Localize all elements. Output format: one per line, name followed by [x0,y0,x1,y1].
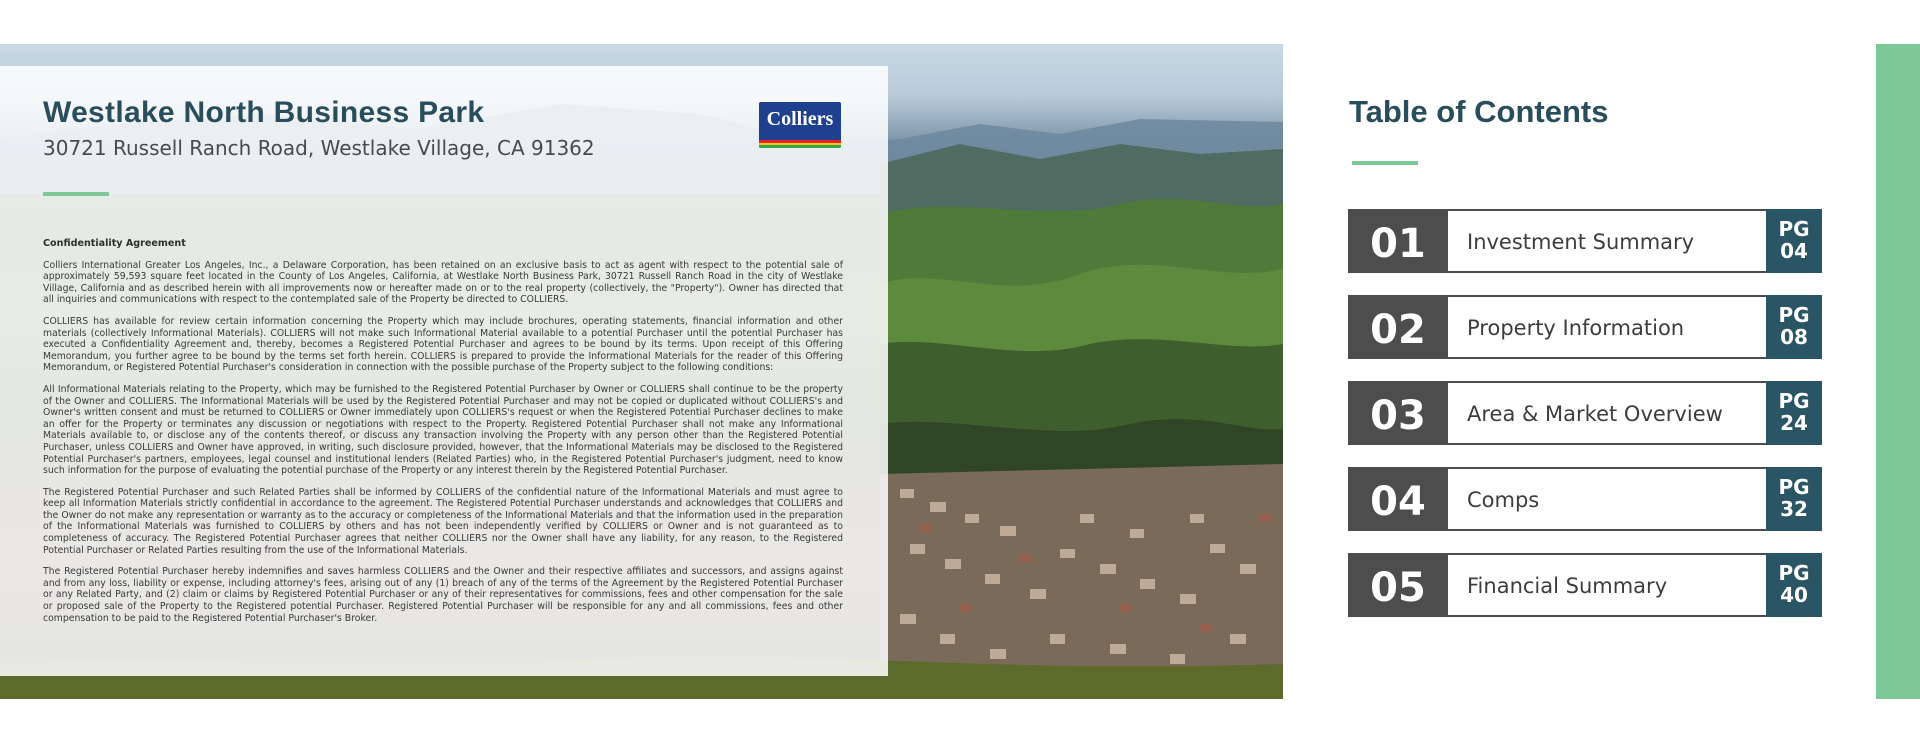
toc-pg-prefix: PG [1778,217,1810,241]
toc-item-comps[interactable] [1348,467,1822,531]
toc-page-number: 24 [1780,411,1808,435]
toc-page-number: 08 [1780,325,1808,349]
toc-item-investment-summary[interactable] [1348,209,1822,273]
toc-list [1348,209,1822,639]
agreement-heading: Confidentiality Agreement [43,238,186,249]
toc-label: Financial Summary [1467,574,1668,598]
toc-label-box [1448,381,1766,445]
logo-stripes [759,140,841,148]
toc-page-badge [1766,381,1822,445]
toc-number: 05 [1348,553,1448,617]
toc-number: 04 [1348,467,1448,531]
agreement-paragraph: The Registered Potential Purchaser hereby indemnifies and saves harmless COLLIERS and the Owner and their respective affiliates and successors, and assigns against and from any loss, liability or expense, including attorney's fees, arising out of any (1) breach of any of the terms of the Agreement by the Registered Potential Purchaser or any Related Party, and (2) claim or claims by Registered Potential Purchaser or any of their representatives for commissions, fees and other compensation for the sale or proposed sale of the Property to the Registered potential Purchaser. Registered Potential Purchaser will be responsible for any and all commissions, fees and other compensation to be paid to the Registered Potential Purchaser's Broker. [43,566,843,624]
toc-title: Table of Contents [1349,94,1609,129]
toc-page-number: 40 [1780,583,1808,607]
toc-page-badge [1766,467,1822,531]
toc-number: 03 [1348,381,1448,445]
toc-number: 01 [1348,209,1448,273]
toc-item-financial-summary[interactable] [1348,553,1822,617]
toc-label: Area & Market Overview [1467,402,1723,426]
toc-page-number: 32 [1780,497,1808,521]
toc-label-box [1448,209,1766,273]
confidentiality-agreement [43,238,843,634]
toc-pg-prefix: PG [1778,389,1810,413]
toc-pg-prefix: PG [1778,475,1810,499]
colliers-logo [759,102,841,148]
green-side-bar [1876,44,1920,699]
toc-pg-prefix: PG [1778,561,1810,585]
confidentiality-card [0,66,888,676]
toc-item-area-market-overview[interactable] [1348,381,1822,445]
toc-label: Investment Summary [1467,230,1695,254]
toc-label-box [1448,467,1766,531]
agreement-paragraph: All Informational Materials relating to the Property, which may be furnished to the Registered Potential Purchaser by Owner or COLLIERS shall continue to be the property of the Owner and COLLIERS. The Informational Materials will be used by the Registered Potential Purchaser and may not be copied or duplicated without COLLIERS's and Owner's written consent and must be returned to COLLIERS or Owner immediately upon COLLIERS's request or when the Registered Potential Purchaser declines to make an offer for the Property or terminates any discussion or negotiations with respect to the Property. Registered Potential Purchaser shall not make any Informational Materials available to, or disclose any of the contents thereof, or discuss any transaction involving the Property with any person other than the Registered Potential Purchaser, unless COLLIERS and Owner have approved, in writing, such disclosure provided, however, that the Informational Materials may be disclosed to the Registered Potential Purchaser's partners, employees, legal counsel and institutional lenders (Related Parties) who, in the Registered Potential Purchaser's judgment, need to know such information for the purpose of evaluating the potential purchase of the Property or any interest therein by the Registered Potential Purchaser. [43,383,843,477]
agreement-paragraph: Colliers International Greater Los Angeles, Inc., a Delaware Corporation, has been retained on an exclusive basis to act as agent with respect to the potential sale of approximately 59,593 square feet located in the County of Los Angeles, California, at Westlake North Business Park, 30721 Russell Ranch Road in the city of Westlake Village, California and as described herein with all improvements now or hereafter made on or to the real property (collectively, the "Property"). Owner has directed that all inquiries and communications with respect to the contemplated sale of the Property be directed to COLLIERS. [43,259,843,306]
toc-label-box [1448,553,1766,617]
toc-page-badge [1766,553,1822,617]
toc-pg-prefix: PG [1778,303,1810,327]
title-underline [43,192,109,196]
toc-label-box [1448,295,1766,359]
toc-page-badge [1766,295,1822,359]
property-title: Westlake North Business Park [43,96,485,129]
property-address: 30721 Russell Ranch Road, Westlake Village, CA 91362 [43,136,595,160]
toc-label: Comps [1467,488,1540,512]
toc-underline [1352,161,1418,165]
toc-number: 02 [1348,295,1448,359]
toc-page-badge [1766,209,1822,273]
agreement-paragraph: COLLIERS has available for review certain information concerning the Property which may include brochures, operating statements, financial information and other materials (collectively Informational Materials). COLLIERS will not make such Informational Material available to a potential Purchaser until the potential Purchaser has executed a Confidentiality Agreement and, thereby, becomes a Registered Potential Purchaser and agrees to be bound by its terms. Upon receipt of this Offering Memorandum, you further agree to be bound by the terms set forth herein. COLLIERS is prepared to provide the Informational Materials for the reader of this Offering Memorandum, or Registered Potential Purchaser's consideration in connection with the possible purchase of the Property subject to the following conditions: [43,315,843,374]
toc-page-number: 04 [1780,239,1808,263]
logo-wordmark: Colliers [766,108,834,130]
toc-label: Property Information [1467,316,1685,340]
agreement-paragraph: The Registered Potential Purchaser and such Related Parties shall be informed by COLLIERS of the confidential nature of the Informational Materials and must agree to keep all Information Materials strictly confidential in accordance to the agreement. The Registered Potential Purchaser understands and acknowledges that COLLIERS and the Owner do not make any representation or warranty as to the accuracy or completeness of the Informational Materials and that the information used in the preparation of the Informational Materials was furnished to COLLIERS by others and has not been independently verified by COLLIERS or Owner and is not guaranteed as to completeness of accuracy. The Registered Potential Purchaser agrees that neither COLLIERS nor the Owner shall have any liability, for any reason, to the Registered Potential Purchaser or Related Parties resulting from the use of the Informational Materials. [43,486,843,556]
toc-item-property-information[interactable] [1348,295,1822,359]
